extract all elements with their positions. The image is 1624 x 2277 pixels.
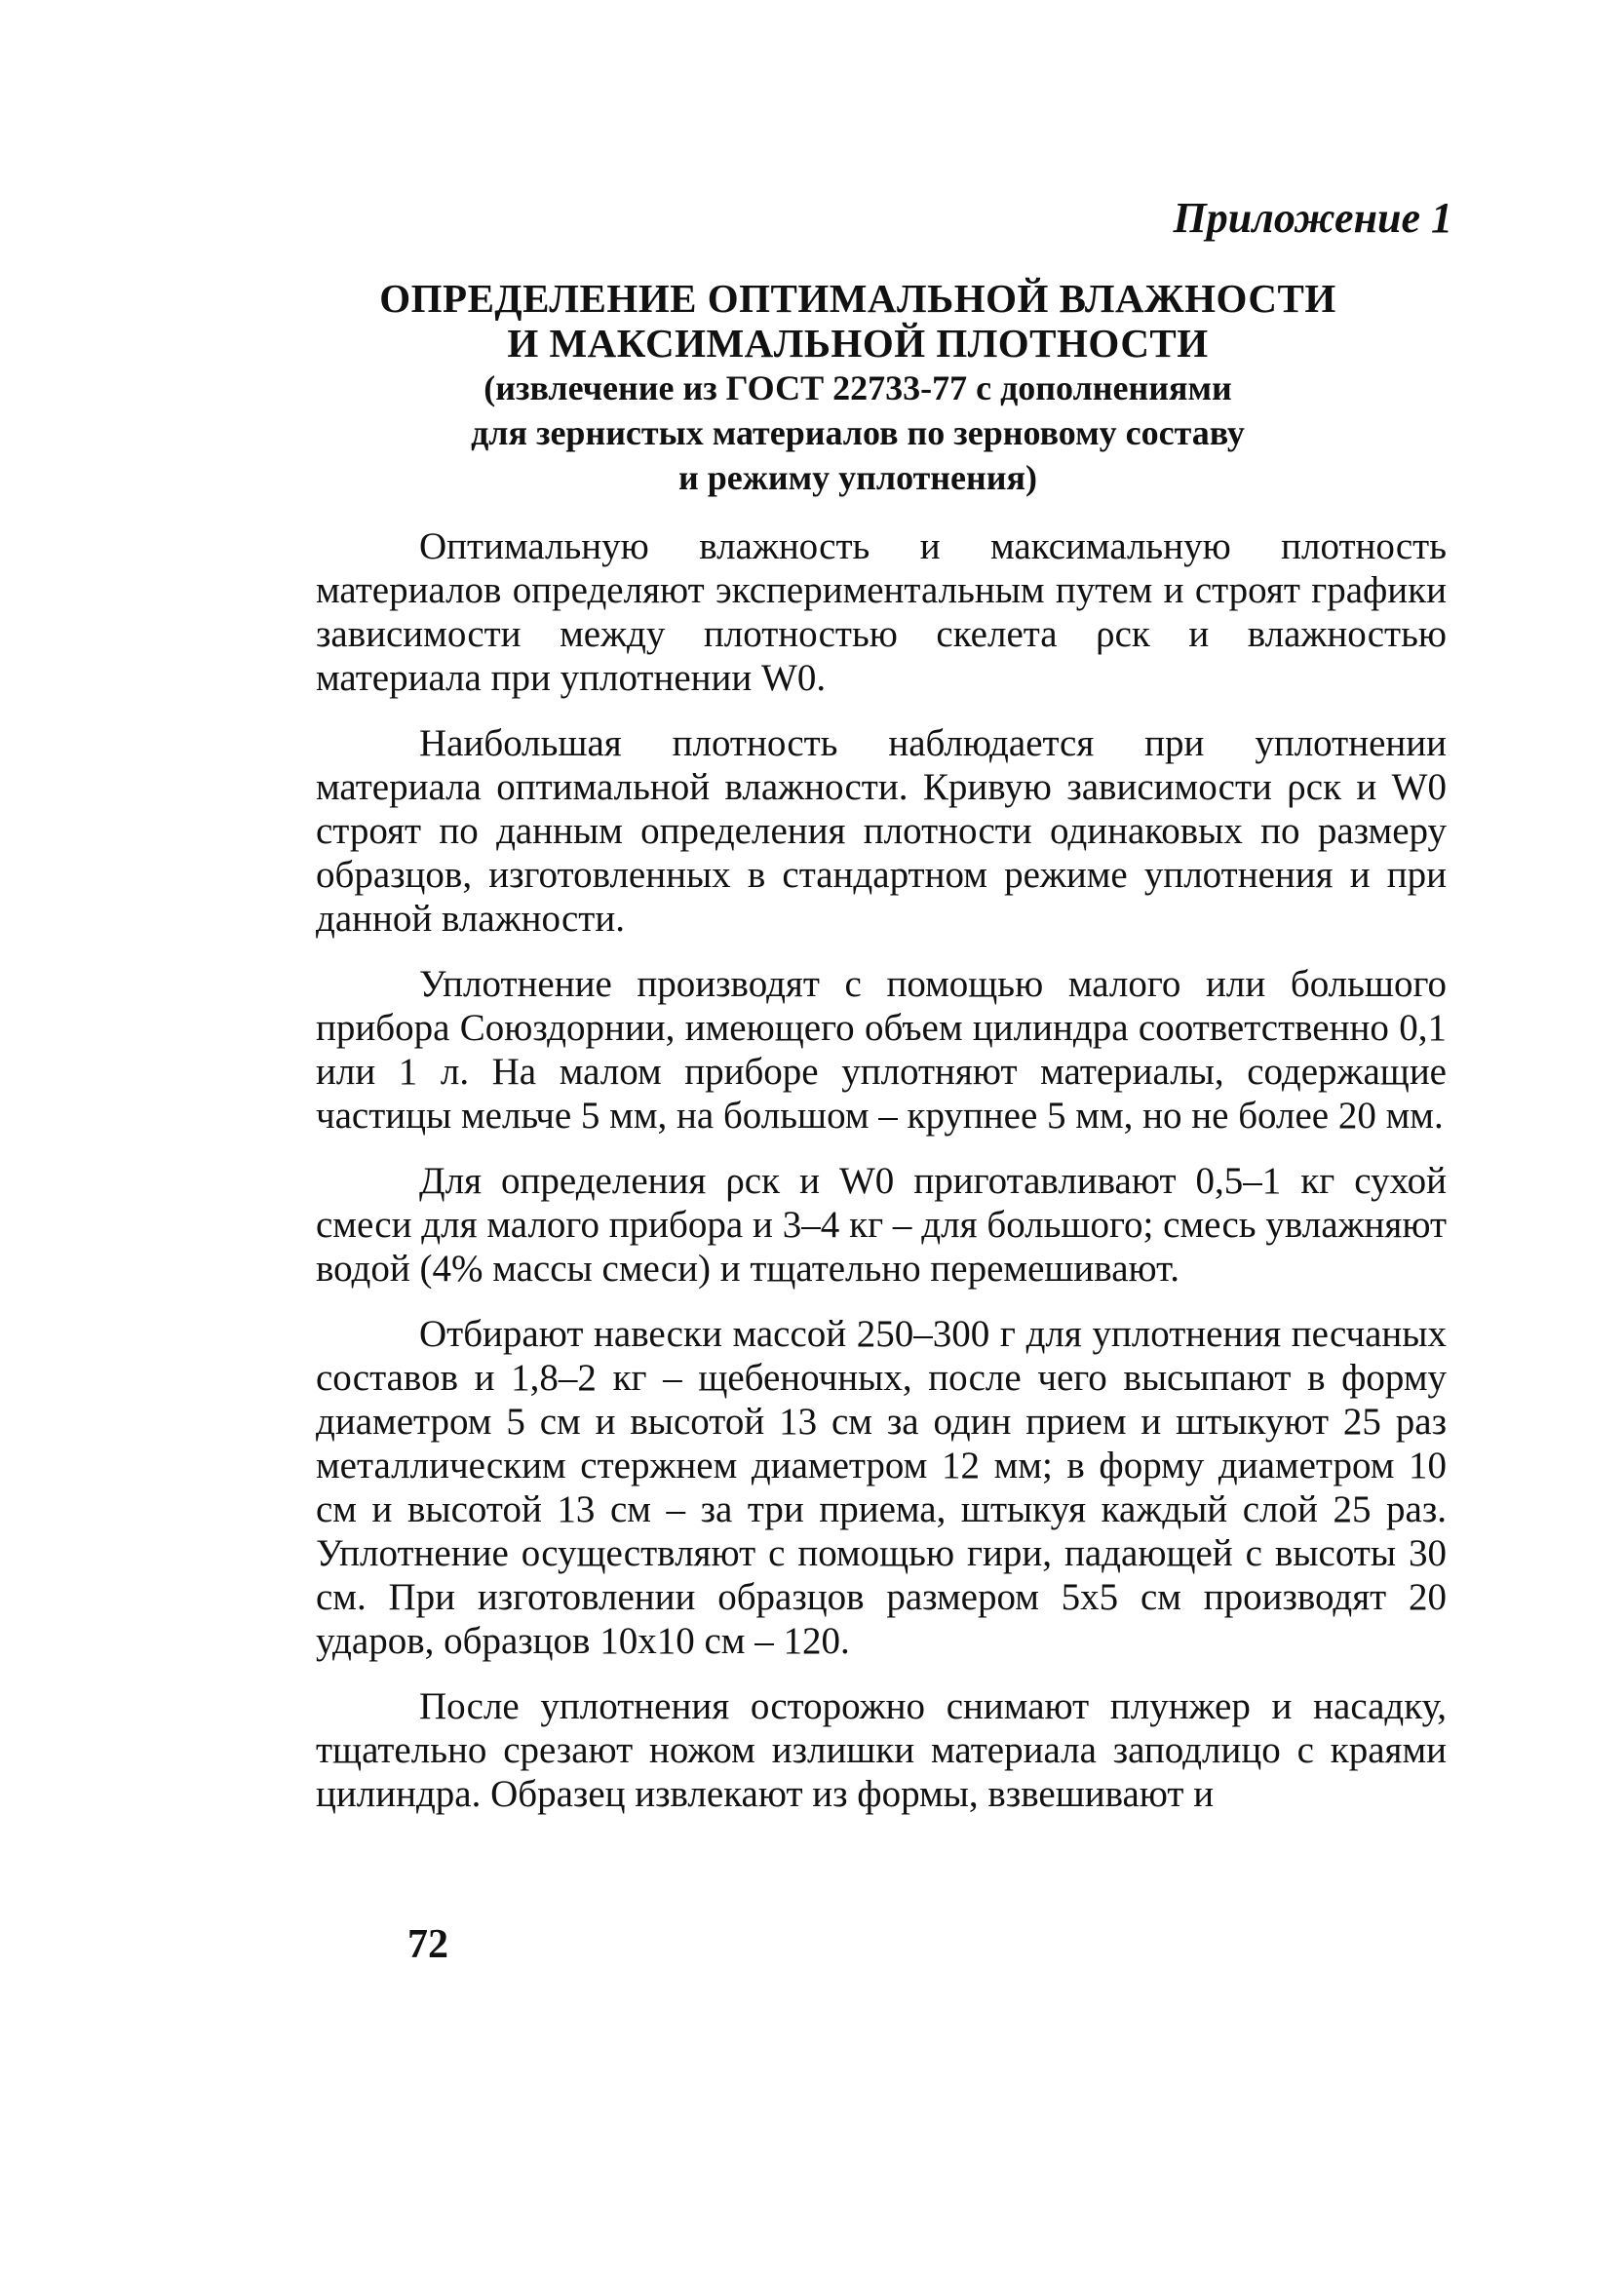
heading-title-line-2: И МАКСИМАЛЬНОЙ ПЛОТНОСТИ (507, 321, 1209, 366)
heading-title-line-1: ОПРЕДЕЛЕНИЕ ОПТИМАЛЬНОЙ ВЛАЖНОСТИ (379, 276, 1336, 321)
paragraph-2: Наибольшая плотность наблюдается при уплотнении материала оптимальной влажности. Кривую зависимости ρск и W0 строят по данным определения плотности одинаковых по размеру образцов, изготовленных в стандартном режиме уплотнения и при данной влажности. (316, 722, 1447, 940)
appendix-label: Приложение 1 (1173, 194, 1452, 242)
section-heading (370, 276, 1345, 500)
paragraph-1: Оптимальную влажность и максимальную плотность материалов определяют экспериментальным путем и строят графики зависимости между плотностью скелета ρск и влажностью материала при уплотнении W0. (316, 525, 1447, 699)
heading-subtitle-line-2: для зернистых материалов по зерновому составу (471, 413, 1245, 452)
heading-subtitle-line-1: (извлечение из ГОСТ 22733-77 с дополнениями (483, 368, 1232, 407)
page-number: 72 (407, 1922, 448, 1967)
body-text (316, 524, 1447, 1837)
paragraph-3: Уплотнение производят с помощью малого или большого прибора Союздорнии, имеющего объем цилиндра соответственно 0,1 или 1 л. На малом приборе уплотняют материалы, содержащие частицы мельче 5 мм, на большом – крупнее 5 мм, но не более 20 мм. (316, 963, 1447, 1137)
heading-subtitle-line-3: и режиму уплотнения) (678, 458, 1037, 497)
paragraph-4: Для определения ρск и W0 приготавливают 0,5–1 кг сухой смеси для малого прибора и 3–4 кг – для большого; смесь увлажняют водой (4% массы смеси) и тщательно перемешивают. (316, 1160, 1447, 1290)
paragraph-6: После уплотнения осторожно снимают плунжер и насадку, тщательно срезают ножом излишки материала заподлицо с краями цилиндра. Образец извлекают из формы, взвешивают и (316, 1685, 1447, 1815)
paragraph-5: Отбирают навески массой 250–300 г для уплотнения песчаных составов и 1,8–2 кг – щебеночных, после чего высыпают в форму диаметром 5 см и высотой 13 см за один прием и штыкуют 25 раз металлическим стержнем диаметром 12 мм; в форму диаметром 10 см и высотой 13 см – за три приема, штыкуя каждый слой 25 раз. Уплотнение осуществляют с помощью гири, падающей с высоты 30 см. При изготовлении образцов размером 5х5 см производят 20 ударов, образцов 10х10 см – 120. (316, 1313, 1447, 1662)
